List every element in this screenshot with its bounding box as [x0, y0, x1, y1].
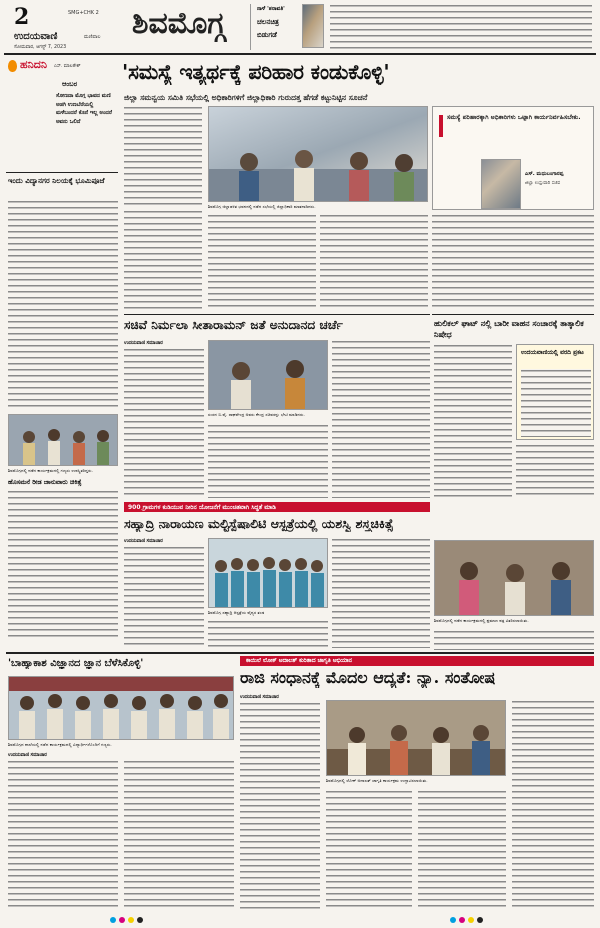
- reg-mark-yellow-2: [468, 917, 474, 923]
- space-caption: ಶಿವಮೊಗ್ಗದ ಶಾಲೆಯಲ್ಲಿ ನಡೆದ ಕಾರ್ಯಕ್ರಮದಲ್ಲಿ ವಿದ್ಯಾರ್ಥಿಗಳೊಂದಿಗೆ ಗಣ್ಯರು.: [8, 742, 112, 747]
- left-story-headline: ಇಂದು ವಿದ್ಯಾನಗರ ನಿಲಯಕ್ಕೆ ಭೂಮಿಪೂಜೆ: [8, 176, 105, 185]
- issue-date: ಸೋಮವಾರ, ಆಗಸ್ಟ್ 7, 2023: [14, 45, 67, 50]
- city-title: ಶಿವಮೊಗ್ಗ: [132, 6, 226, 41]
- lead-quote-text: ಸಮಸ್ಯೆ ಪರಿಹಾರಕ್ಕಾಗಿ ಅಧಿಕಾರಿಗಳು ಒಟ್ಟಾಗಿ ಕಾರ್ಯನಿರ್ವಹಿಸಬೇಕು.: [447, 114, 581, 121]
- lead-body-col-2: [124, 210, 202, 310]
- reg-mark-black-2: [477, 917, 483, 923]
- left-story-rule: [6, 172, 118, 173]
- reg-mark-black: [137, 917, 143, 923]
- right-story-rule: [432, 314, 594, 315]
- quote-by-role: ಜಿಲ್ಲಾ ಉಸ್ತುವಾರಿ ಸಚಿವ: [525, 181, 561, 186]
- lead-quote-box: [432, 106, 594, 210]
- mid-photo-caption: ಸಂಸದ ಬಿ.ವೈ. ರಾಘವೇಂದ್ರ ಅವರು ಕೇಂದ್ರ ಸಚಿವರನ್ನು ಭೇಟಿ ಮಾಡಿದರು.: [208, 412, 305, 417]
- hospital-body-2: [332, 538, 430, 648]
- lead-body-col-3: [208, 214, 316, 310]
- legal-byline: ಉದಯವಾಣಿ ಸಮಾಚಾರ: [240, 695, 279, 700]
- space-body-2: [124, 760, 234, 910]
- space-byline: ಉದಯವಾಣಿ ಸಮಾಚಾರ: [8, 753, 47, 758]
- right-story-body-1: [434, 344, 512, 498]
- paper-name: ಉದಯವಾಣಿ: [14, 31, 58, 42]
- hospital-body-1: [124, 546, 204, 648]
- hospital-right-caption: ಶಿವಮೊಗ್ಗದಲ್ಲಿ ನಡೆದ ಕಾರ್ಯಕ್ರಮದಲ್ಲಿ ಪ್ರಮಾಣ ಪತ್ರ ವಿತರಿಸಲಾಯಿತು.: [434, 618, 529, 623]
- hanidani-author: ಎಸ್. ಮಾಲತೇಶ್: [54, 64, 81, 69]
- left-story-caption: ಶಿವಮೊಗ್ಗದಲ್ಲಿ ನಡೆದ ಕಾರ್ಯಕ್ರಮದಲ್ಲಿ ಗಣ್ಯರು ಉಪಸ್ಥಿತರಿದ್ದರು.: [8, 468, 93, 473]
- hanidani-brand: ಹನಿದನಿ: [20, 58, 47, 71]
- hanidani-box: [6, 58, 116, 170]
- legal-kicker-text: ಕಾಯಿಲೆ ಲೋಕ್ ಅದಾಲತ್ ಕುರಿತಾದ ಜಾಗೃತಿ ಅಭಿಯಾನ: [246, 657, 352, 664]
- legal-headline: ರಾಜಿ ಸಂಧಾನಕ್ಕೆ ಮೊದಲ ಆದ್ಯತೆ: ನ್ಯಾ. ಸಂತೋಷ: [240, 668, 496, 687]
- space-photo: [8, 676, 234, 740]
- legal-photo: [326, 700, 506, 776]
- lead-subhead: ಜಿಲ್ಲಾ ಸಮನ್ವಯ ಸಮಿತಿ ಸಭೆಯಲ್ಲಿ ಅಧಿಕಾರಿಗಳಿಗೆ ಜಿಲ್ಲಾಧಿಕಾರಿ ಗುರುದತ್ತ ಹೆಗಡೆ ಕಟ್ಟುನಿಟ್ಟಿನ ಸೂಚನೆ: [124, 93, 368, 102]
- page-number: 2: [14, 4, 30, 30]
- teaser-body-text: [330, 4, 592, 50]
- reg-mark-yellow: [128, 917, 134, 923]
- reg-mark-magenta-2: [459, 917, 465, 923]
- masthead: [4, 4, 596, 52]
- registration-marks: [110, 916, 490, 924]
- mid-byline: ಉದಯವಾಣಿ ಸಮಾಚಾರ: [124, 341, 163, 346]
- mid-story-photo: [208, 340, 328, 410]
- mid-story-body-1: [124, 348, 204, 498]
- quote-portrait: [481, 159, 521, 209]
- right-info-box-title: ಉದಯವಾಣಿಯಲ್ಲಿ ವರದಿ ಪ್ರಕಟ: [521, 349, 584, 356]
- left-story-body: [8, 200, 118, 410]
- legal-caption: ಶಿವಮೊಗ್ಗದಲ್ಲಿ ಲೋಕ್ ಅದಾಲತ್ ಜಾಗೃತಿ ಕಾರ್ಯಕ್ರಮ ಉದ್ಘಾಟಿಸಲಾಯಿತು.: [326, 778, 428, 783]
- teaser-photo: [302, 4, 324, 48]
- left-story-body-2: [8, 490, 118, 640]
- legal-photo-scene: [327, 701, 506, 776]
- reg-mark-cyan: [110, 917, 116, 923]
- space-body-1: [8, 760, 118, 910]
- space-photo-scene: [9, 677, 234, 740]
- hospital-byline: ಉದಯವಾಣಿ ಸಮಾಚಾರ: [124, 539, 163, 544]
- legal-body-3: [418, 790, 506, 910]
- lead-body-col-1: [124, 106, 202, 206]
- legal-body-2: [326, 790, 412, 910]
- masthead-rule: [4, 53, 596, 55]
- hospital-photo-scene: [209, 539, 328, 608]
- teaser-line-3: ಬಿಡುಗಡೆ: [257, 31, 277, 39]
- reg-mark-magenta: [119, 917, 125, 923]
- right-story-body-2: [516, 444, 594, 498]
- lead-photo: [208, 106, 428, 202]
- hanidani-kicker: ಆಂಬರ: [62, 80, 78, 88]
- sub-edition: ಮಣಿಪಾಲ: [84, 34, 101, 40]
- legal-body-1: [240, 702, 320, 910]
- hospital-right-scene: [435, 541, 594, 616]
- legal-kicker: [240, 656, 594, 666]
- mid-story-body-2: [332, 340, 430, 498]
- legal-body-4: [512, 700, 594, 910]
- hospital-right-body: [434, 630, 594, 650]
- mid-story-body-3: [208, 424, 328, 498]
- lead-body-col-4: [320, 214, 428, 310]
- quote-by-name: ಎಸ್. ಮಧುಬಂಗಾರಪ್ಪ: [525, 171, 564, 177]
- lead-photo-caption: ಶಿವಮೊಗ್ಗ ಜಿಲ್ಲಾಡಳಿತ ಭವನದಲ್ಲಿ ನಡೆದ ಸಭೆಯಲ್ಲಿ ಜಿಲ್ಲಾಧಿಕಾರಿ ಮಾತನಾಡಿದರು.: [208, 204, 316, 209]
- lead-headline: 'ಸಮಸ್ಯೆ ಇತ್ಯರ್ಥಕ್ಕೆ ಪರಿಹಾರ ಕಂಡುಕೊಳ್ಳಿ': [122, 60, 390, 84]
- mid-story-rule: [124, 314, 430, 315]
- right-info-box: [516, 344, 594, 440]
- teaser-box: [250, 4, 302, 50]
- right-info-box-body: [521, 369, 591, 437]
- left-story-sub2: ಹೊಸಮನೆ ರೀಡ ಜಾನುವಾರು ಚಿಕಿತ್ಸೆ: [8, 478, 82, 486]
- lead-photo-scene: [209, 107, 428, 202]
- reg-mark-cyan-2: [450, 917, 456, 923]
- lead-body-col-5: [432, 214, 594, 310]
- right-story-headline: ಹುಲಿಕಲ್ ಘಾಟ್ ನಲ್ಲಿ ಬಾರೀ ವಾಹನ ಸಂಚಾರಕ್ಕೆ ತಾತ್ಕಾಲಿಕ ನಿಷೇಧ: [434, 319, 584, 339]
- hospital-caption: ಶಿವಮೊಗ್ಗ ಸಹ್ಯಾದ್ರಿ ಆಸ್ಪತ್ರೆಯ ವೈದ್ಯರ ತಂಡ: [208, 610, 265, 615]
- flame-icon: [8, 60, 17, 72]
- hospital-right-photo: [434, 540, 594, 616]
- teaser-line-2: ಚಲನಚಿತ್ರ: [257, 18, 279, 26]
- hospital-headline: ಸಹ್ಯಾದ್ರಿ ನಾರಾಯಣ ಮಲ್ಟಿಸ್ಪೆಷಾಲಿಟಿ ಆಸ್ಪತ್ರೆಯಲ್ಲಿ ಯಶಸ್ವಿ ಶಸ್ತ್ರಚಿಕಿತ್ಸೆ: [124, 516, 394, 531]
- mid-story-headline: ಸಚಿವೆ ನಿರ್ಮಲಾ ಸೀತಾರಾಮನ್ ಜತೆ ಅನುದಾನದ ಚರ್ಚೆ: [124, 318, 343, 332]
- red-banner-text: 900 ಗ್ರಾಮಗಳ ಕುಡಿಯುವ ನೀರಿನ ಯೋಜನೆಗೆ ಮುಂಚಿತವಾಗಿ ಸಿದ್ಧತೆ ಮಾಡಿ: [128, 503, 276, 511]
- lower-section-rule: [6, 652, 594, 654]
- edition-note: SMG+CHK 2: [68, 10, 99, 16]
- red-banner: [124, 502, 430, 512]
- hanidani-poem: ಸೋಣದಾ ಮೊಗ್ಗ ಭಾವದ ಮಣಿ ಅಡಗಿ ಉಣಬೆರೆಯಲ್ಲಿ ಮಳೆಬಂದರೆ ಕೊನೆ ಇಲ್ಲ ಅಂದರೆ ಅವನು ಒಲಿದೆ: [56, 93, 112, 125]
- space-headline: 'ಬಾಹ್ಯಾಕಾಶ ವಿಜ್ಞಾನದ ಜ್ಞಾನ ಬೆಳೆಸಿಕೊಳ್ಳಿ': [8, 658, 144, 669]
- left-photo-scene: [9, 415, 118, 466]
- mid-photo-scene: [209, 341, 328, 410]
- quote-marker-icon: [439, 115, 443, 137]
- teaser-line-1: ನಾಳೆ 'ಶರಾವತಿ': [257, 6, 285, 12]
- hospital-body-3: [208, 620, 328, 648]
- hospital-photo: [208, 538, 328, 608]
- left-story-photo: [8, 414, 118, 466]
